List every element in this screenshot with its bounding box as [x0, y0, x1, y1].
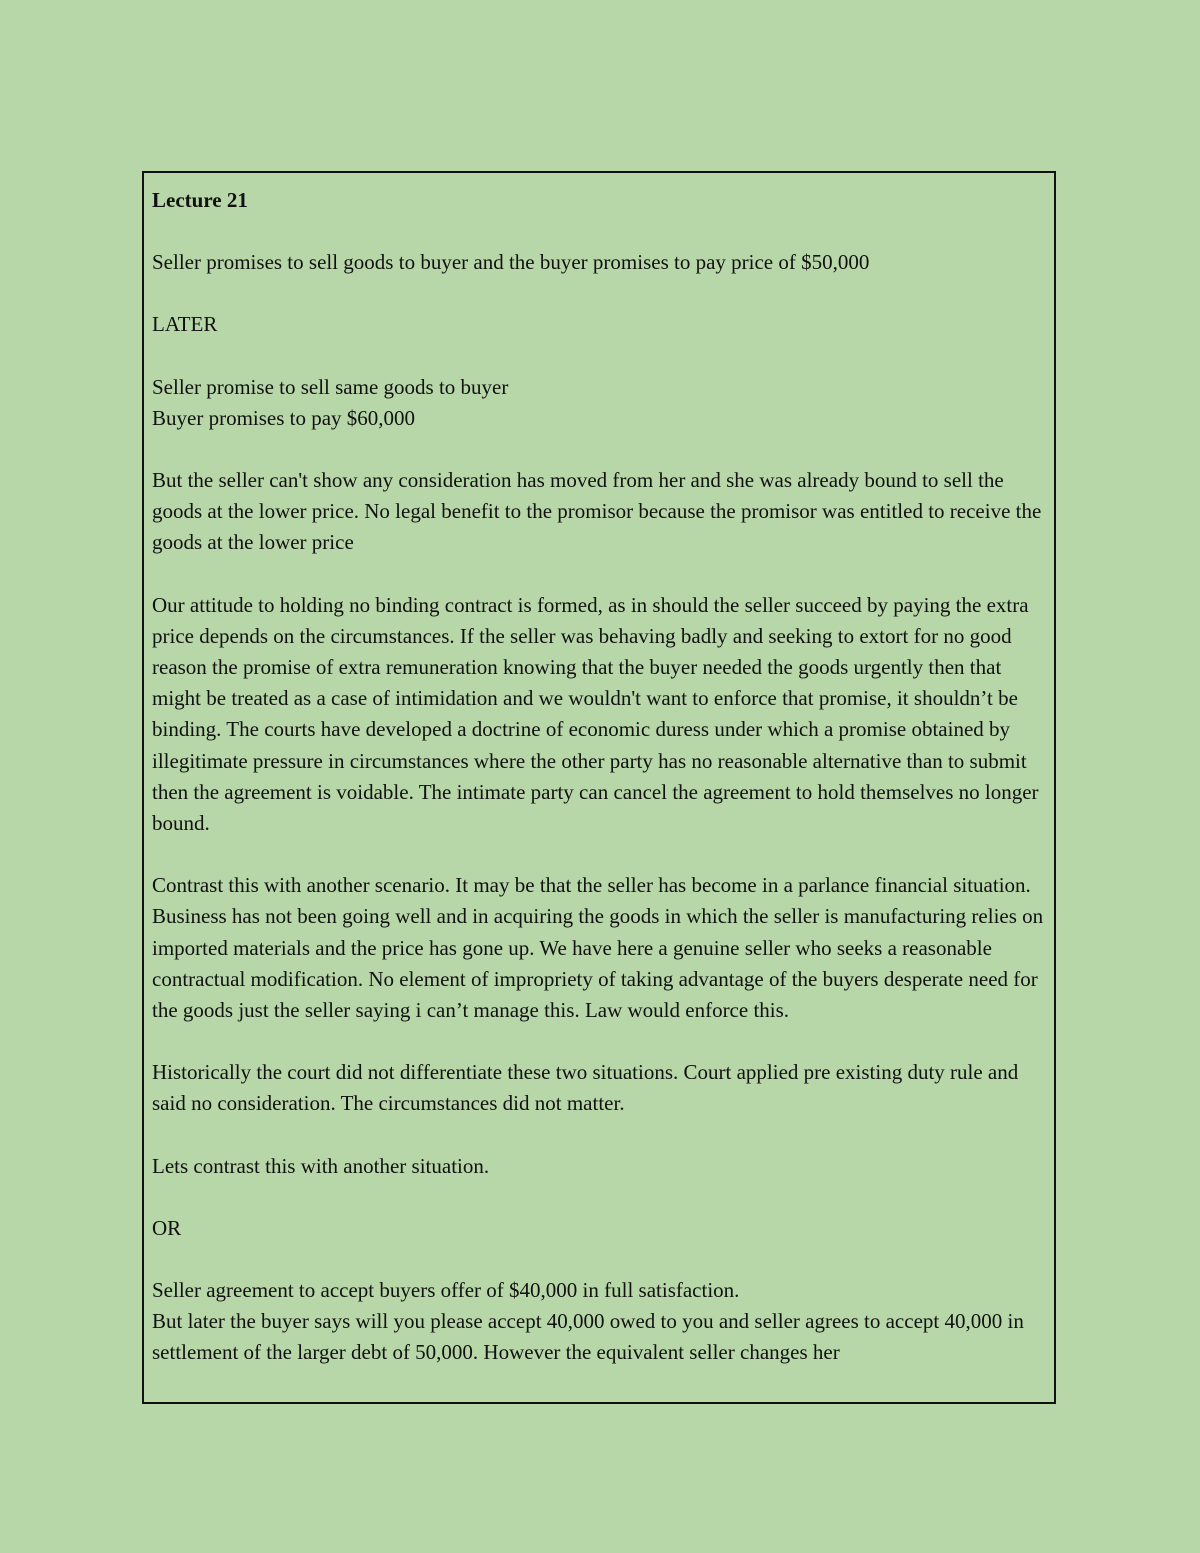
paragraph-later: LATER: [152, 312, 218, 337]
paragraph-economic-duress: Our attitude to holding no binding contract is formed, as in should the seller succeed by paying the extra price depends on the circumstances. If the seller was behaving badly and seeking to extort for no good reason the promise of extra remuneration knowing that the buyer needed the goods urgently then that might be treated as a case of intimidation and we wouldn't want to enforce that promise, it shouldn’t be binding. The courts have developed a doctrine of economic duress under which a promise obtained by illegitimate pressure in circumstances where the other party has no reasonable alternative than to submit then the agreement is voidable. The intimate party can cancel the agreement to hold themselves no longer bound.: [152, 592, 1039, 836]
lecture-title: Lecture 21: [152, 188, 248, 212]
paragraph-contrast-scenario: Contrast this with another scenario. It may be that the seller has become in a parlance financial situation. Business has not been going well and in acquiring the goods in which the seller is manufacturing relies on imported materials and the price has gone up. We have here a genuine seller who seeks a reasonable contractual modification. No element of impropriety of taking advantage of the buyers desperate need for the goods just the seller saying i can’t manage this. Law would enforce this.: [152, 873, 1044, 1023]
paragraph-settlement: But later the buyer says will you please accept 40,000 owed to you and seller agrees to accept 40,000 in settlement of the larger debt of 50,000. However the equivalent seller changes her: [152, 1309, 1024, 1365]
paragraph-no-consideration: But the seller can't show any consideration has moved from her and she was already bound to sell the goods at the lower price. No legal benefit to the promisor because the promisor was entitled to receive the goods at the lower price: [152, 468, 1042, 555]
paragraph-seller-promise: Seller promise to sell same goods to buyer: [152, 374, 509, 399]
paragraph-another-situation: Lets contrast this with another situation.: [152, 1153, 490, 1178]
paragraph-or: OR: [152, 1215, 182, 1240]
paragraph-original-promise: Seller promises to sell goods to buyer and the buyer promises to pay price of $50,000: [152, 250, 870, 275]
paragraph-historical-rule: Historically the court did not differentiate these two situations. Court applied pre existing duty rule and said no consideration. The circumstances did not matter.: [152, 1060, 1019, 1116]
paragraph-buyer-promise: Buyer promises to pay $60,000: [152, 405, 416, 430]
paragraph-accept-offer: Seller agreement to accept buyers offer of $40,000 in full satisfaction.: [152, 1278, 740, 1303]
document-page: [142, 171, 1056, 1404]
